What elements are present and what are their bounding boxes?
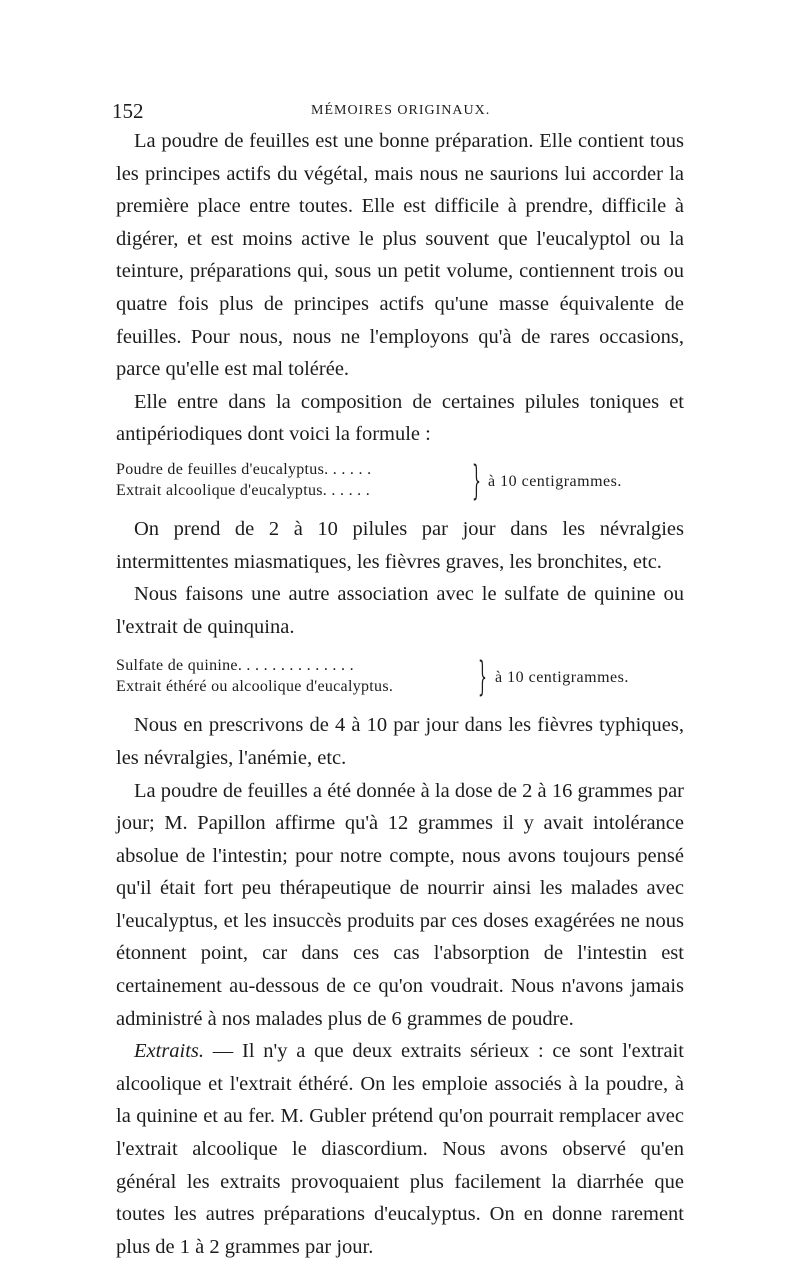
formula-line-sulfate: Sulfate de quinine. . . . . . . . . . . . . . (116, 657, 354, 675)
paragraph-association-quinine: Nous faisons une autre association avec le sulfate de quinine ou l'extrait de quinquina. (116, 583, 684, 638)
paragraph-prescription: Nous en prescrivons de 4 à 10 par jour dans les fièvres typhiques, les névralgies, l'anémie, etc. (116, 714, 684, 769)
paragraph-extraits-body: — Il n'y a que deux extraits sérieux : ce sont l'extrait alcoolique et l'extrait éthéré. On les emploie associés à la poudre, à la quinine et au fer. M. Gubler prétend qu'on pourrait remplacer avec l'extrait alcoolique le diascordium. Nous avons observé qu'en général les extraits provoquaient plus facilement la diarrhée que toutes les autres préparations d'eucalyptus. On en donne rarement plus de 1 à 2 grammes par jour. (116, 1040, 684, 1258)
paragraph-poudre-de-feuilles: La poudre de feuilles est une bonne préparation. Elle contient tous les principes actifs du végétal, mais nous ne saurions lui accorder la première place entre toutes. Elle est difficile à prendre, difficile à digérer, et est moins active le plus souvent que l'eucalyptol ou la teinture, préparations qui, sous un petit volume, contiennent trois ou quatre fois plus de principes actifs qu'une masse équivalente de feuilles. Pour nous, nous ne l'employons qu'à de rares occasions, parce qu'elle est mal tolérée. (116, 130, 684, 381)
paragraph-dosage-pilules: On prend de 2 à 10 pilules par jour dans les névralgies intermittentes miasmatiques, les fièvres graves, les bronchites, etc. (116, 517, 684, 573)
formula-line-extrait: Extrait alcoolique d'eucalyptus. . . . . . (116, 481, 371, 499)
paragraph-extraits (116, 1035, 684, 1263)
formula-quinine (116, 653, 684, 701)
formula-dose: à 10 centigrammes. (488, 472, 622, 490)
paragraph-dose-poudre: La poudre de feuilles a été donnée à la dose de 2 à 16 grammes par jour; M. Papillon affirme qu'à 12 grammes il y avait intolérance absolue de l'intestin; pour notre compte, nous avons toujours pensé qu'il était fort peu thérapeutique de nourrir ainsi les malades avec l'eucalyptus, et les insuccès produits par ces doses exagérées ne nous étonnent point, car dans ces cas l'absorption de l'intestin est certainement au-dessous de ce qu'on voudrait. Nous n'avons jamais administré à nos malades plus de 6 grammes de poudre. (116, 779, 684, 1030)
book-page (112, 95, 684, 1263)
page-header (112, 95, 684, 125)
formula-line-extrait-ethere: Extrait éthéré ou alcoolique d'eucalyptus. (116, 678, 394, 696)
section-heading-extraits: Extraits. (134, 1040, 205, 1063)
formula-dose: à 10 centigrammes. (495, 669, 629, 687)
running-title: MÉMOIRES ORIGINAUX. (311, 103, 491, 118)
page-number: 152 (112, 99, 144, 123)
formula-pilules (116, 457, 684, 505)
formula-brace: } (478, 654, 487, 701)
formula-brace: } (472, 457, 481, 504)
formula-line-poudre: Poudre de feuilles d'eucalyptus. . . . . . (116, 460, 372, 478)
paragraph-composition-pilules: Elle entre dans la composition de certaines pilules toniques et antipériodiques dont voici la formule : (116, 390, 684, 446)
